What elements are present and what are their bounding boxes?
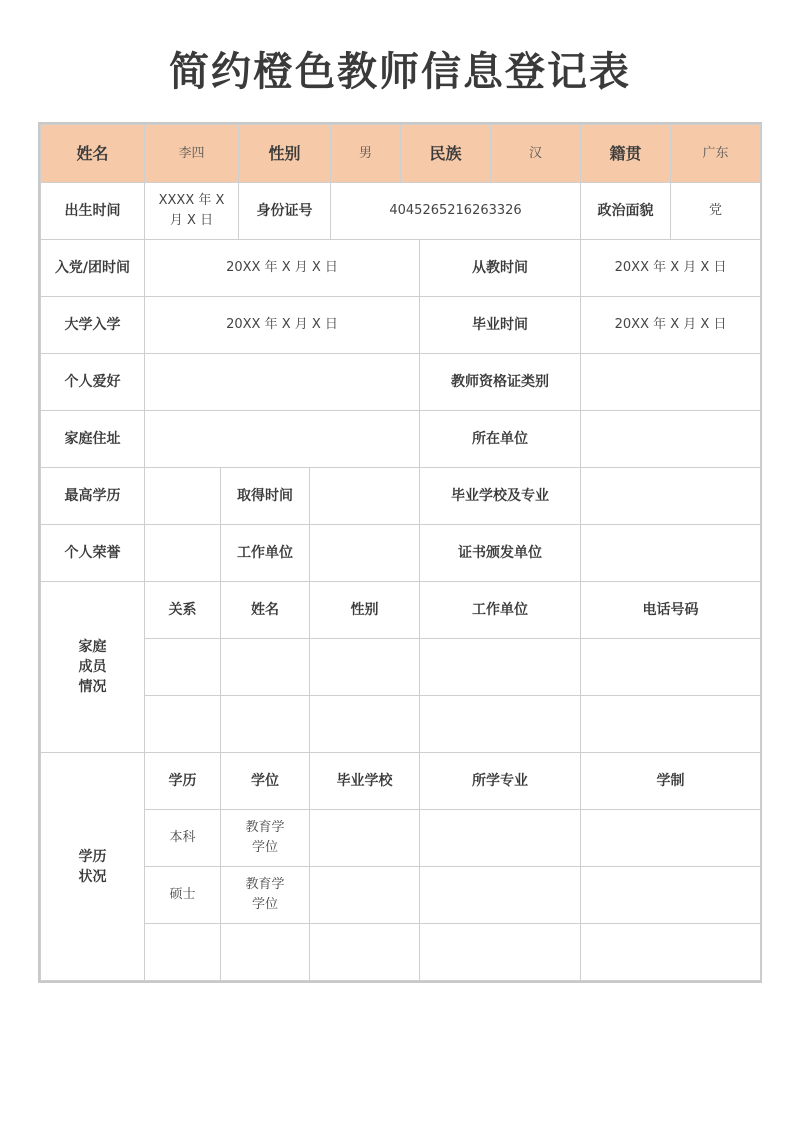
family-header-relation: 关系 <box>145 582 221 639</box>
header-row <box>41 125 761 183</box>
unit-value[interactable] <box>581 411 761 468</box>
birth-value-line1: XXXX 年 X <box>158 193 225 208</box>
family-cell[interactable] <box>310 696 420 753</box>
name-value[interactable]: 李四 <box>145 125 239 183</box>
birth-value-line2: 月 X 日 <box>169 213 214 228</box>
education-header-row <box>41 753 761 810</box>
gender-label: 性别 <box>239 125 331 183</box>
family-header-work-unit: 工作单位 <box>420 582 581 639</box>
family-header-name: 姓名 <box>221 582 310 639</box>
party-value[interactable]: 20XX 年 X 月 X 日 <box>145 240 420 297</box>
education-header-major: 所学专业 <box>420 753 581 810</box>
issuer-value[interactable] <box>581 525 761 582</box>
honor-label: 个人荣誉 <box>41 525 145 582</box>
family-cell[interactable] <box>581 639 761 696</box>
family-header-phone: 电话号码 <box>581 582 761 639</box>
education-section-label: 学历 状况 <box>41 753 145 981</box>
family-cell[interactable] <box>221 696 310 753</box>
page-title: 简约橙色教师信息登记表 <box>169 49 631 95</box>
education-cell[interactable] <box>310 867 420 924</box>
edu-label: 最高学历 <box>41 468 145 525</box>
education-cell[interactable] <box>310 810 420 867</box>
hobby-row <box>41 354 761 411</box>
education-cell[interactable] <box>420 924 581 981</box>
education-header-level: 学历 <box>145 753 221 810</box>
family-header-gender: 性别 <box>310 582 420 639</box>
family-cell[interactable] <box>221 639 310 696</box>
college-in-value[interactable]: 20XX 年 X 月 X 日 <box>145 297 420 354</box>
family-cell[interactable] <box>581 696 761 753</box>
birth-value[interactable] <box>145 183 239 240</box>
name-label: 姓名 <box>41 125 145 183</box>
ethnicity-label: 民族 <box>401 125 491 183</box>
teacher-info-form <box>38 122 762 983</box>
education-cell[interactable] <box>581 810 761 867</box>
education-cell[interactable] <box>145 924 221 981</box>
education-header-school: 毕业学校 <box>310 753 420 810</box>
education-row <box>41 924 761 981</box>
gender-value[interactable]: 男 <box>331 125 401 183</box>
edu-row <box>41 468 761 525</box>
politics-label: 政治面貌 <box>581 183 671 240</box>
education-degree[interactable]: 教育学 学位 <box>221 867 310 924</box>
cert-type-value[interactable] <box>581 354 761 411</box>
education-level[interactable]: 本科 <box>145 810 221 867</box>
unit-label: 所在单位 <box>420 411 581 468</box>
address-row <box>41 411 761 468</box>
origin-label: 籍贯 <box>581 125 671 183</box>
id-value[interactable]: 4045265216263326 <box>331 183 581 240</box>
education-cell[interactable] <box>581 867 761 924</box>
obtain-label: 取得时间 <box>221 468 310 525</box>
education-cell[interactable] <box>420 810 581 867</box>
teach-label: 从教时间 <box>420 240 581 297</box>
work-unit-label: 工作单位 <box>221 525 310 582</box>
family-row <box>41 639 761 696</box>
address-value[interactable] <box>145 411 420 468</box>
education-cell[interactable] <box>221 924 310 981</box>
family-cell[interactable] <box>420 639 581 696</box>
school-major-value[interactable] <box>581 468 761 525</box>
work-unit-value[interactable] <box>310 525 420 582</box>
family-cell[interactable] <box>420 696 581 753</box>
teach-value[interactable]: 20XX 年 X 月 X 日 <box>581 240 761 297</box>
family-cell[interactable] <box>145 639 221 696</box>
college-row <box>41 297 761 354</box>
education-cell[interactable] <box>420 867 581 924</box>
politics-value[interactable]: 党 <box>671 183 761 240</box>
obtain-value[interactable] <box>310 468 420 525</box>
id-label: 身份证号 <box>239 183 331 240</box>
ethnicity-value[interactable]: 汉 <box>491 125 581 183</box>
origin-value[interactable]: 广东 <box>671 125 761 183</box>
family-cell[interactable] <box>310 639 420 696</box>
family-row <box>41 696 761 753</box>
birth-row <box>41 183 761 240</box>
education-cell[interactable] <box>581 924 761 981</box>
college-in-label: 大学入学 <box>41 297 145 354</box>
education-header-degree: 学位 <box>221 753 310 810</box>
education-cell[interactable] <box>310 924 420 981</box>
party-label: 入党/团时间 <box>41 240 145 297</box>
hobby-label: 个人爱好 <box>41 354 145 411</box>
grad-label: 毕业时间 <box>420 297 581 354</box>
education-header-duration: 学制 <box>581 753 761 810</box>
family-section-label: 家庭 成员 情况 <box>41 582 145 753</box>
info-table <box>40 124 761 981</box>
issuer-label: 证书颁发单位 <box>420 525 581 582</box>
education-row <box>41 867 761 924</box>
cert-type-label: 教师资格证类别 <box>420 354 581 411</box>
education-degree[interactable]: 教育学 学位 <box>221 810 310 867</box>
honor-row <box>41 525 761 582</box>
honor-value[interactable] <box>145 525 221 582</box>
party-row <box>41 240 761 297</box>
family-header-row <box>41 582 761 639</box>
education-level[interactable]: 硕士 <box>145 867 221 924</box>
grad-value[interactable]: 20XX 年 X 月 X 日 <box>581 297 761 354</box>
family-cell[interactable] <box>145 696 221 753</box>
birth-label: 出生时间 <box>41 183 145 240</box>
address-label: 家庭住址 <box>41 411 145 468</box>
edu-value[interactable] <box>145 468 221 525</box>
education-row <box>41 810 761 867</box>
hobby-value[interactable] <box>145 354 420 411</box>
school-major-label: 毕业学校及专业 <box>420 468 581 525</box>
